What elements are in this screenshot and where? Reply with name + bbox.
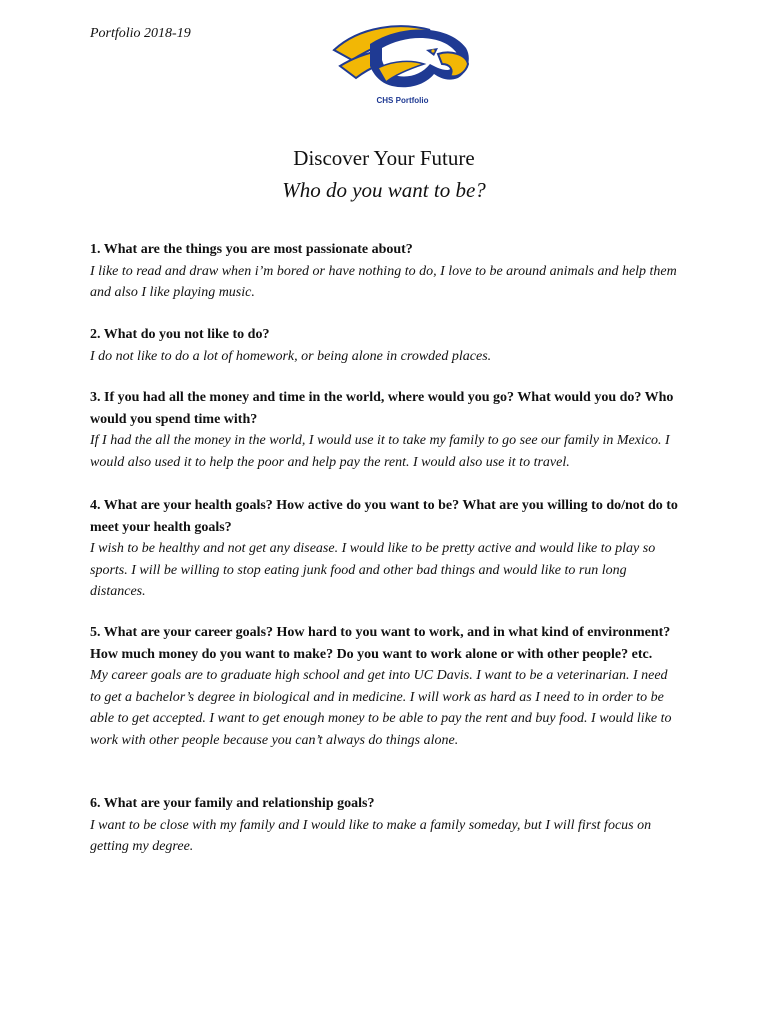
- qa-item-6: [90, 793, 680, 858]
- qa-item-1: [90, 239, 680, 304]
- question-3: 3. If you had all the money and time in the world, where would you go? What would you do? Who would you spend time with?: [90, 390, 674, 427]
- portfolio-label: Portfolio 2018-19: [90, 26, 191, 41]
- eagle-icon: [330, 20, 475, 96]
- question-4: 4. What are your health goals? How active do you want to be? What are you willing to do/not do to meet your health goals?: [90, 498, 678, 535]
- page-title: Discover Your Future: [293, 146, 475, 170]
- question-1: 1. What are the things you are most passionate about?: [90, 242, 413, 257]
- answer-5: My career goals are to graduate high school and get into UC Davis. I want to be a veterinarian. I need to get a bachelor’s degree in biological and in medicine. I will work as hard as I need to in order to be able to get accepted. I want to get enough money to be able to pay the rent and buy food. I would like to work with other people because you can’t always do things alone.: [90, 668, 672, 748]
- question-5: 5. What are your career goals? How hard to you want to work, and in what kind of environment? How much money do you want to make? Do you want to work alone or with other people? etc.: [90, 625, 671, 662]
- page-subtitle: Who do you want to be?: [282, 178, 486, 202]
- answer-1: I like to read and draw when i’m bored or have nothing to do, I love to be around animals and help them and also I like playing music.: [90, 263, 677, 300]
- qa-item-2: [90, 324, 680, 367]
- answer-6: I want to be close with my family and I would like to make a family someday, but I will first focus on getting my degree.: [90, 817, 652, 854]
- logo-caption: CHS Portfolio: [376, 96, 429, 105]
- question-6: 6. What are your family and relationship goals?: [90, 796, 375, 811]
- answer-4: I wish to be healthy and not get any disease. I would like to be pretty active and would like to play so sports. I will be willing to stop eating junk food and other bad things and would like to run long distances.: [90, 541, 656, 599]
- eagle-logo: [330, 20, 475, 112]
- qa-item-3: [90, 387, 680, 473]
- answer-2: I do not like to do a lot of homework, or being alone in crowded places.: [90, 348, 492, 364]
- question-2: 2. What do you not like to do?: [90, 327, 270, 342]
- qa-item-5: [90, 622, 680, 751]
- answer-3: If I had the all the money in the world, I would use it to take my family to go see our family in Mexico. I would also used it to help the poor and help pay the rent. I would also use it to travel.: [90, 433, 670, 470]
- qa-item-4: [90, 495, 680, 603]
